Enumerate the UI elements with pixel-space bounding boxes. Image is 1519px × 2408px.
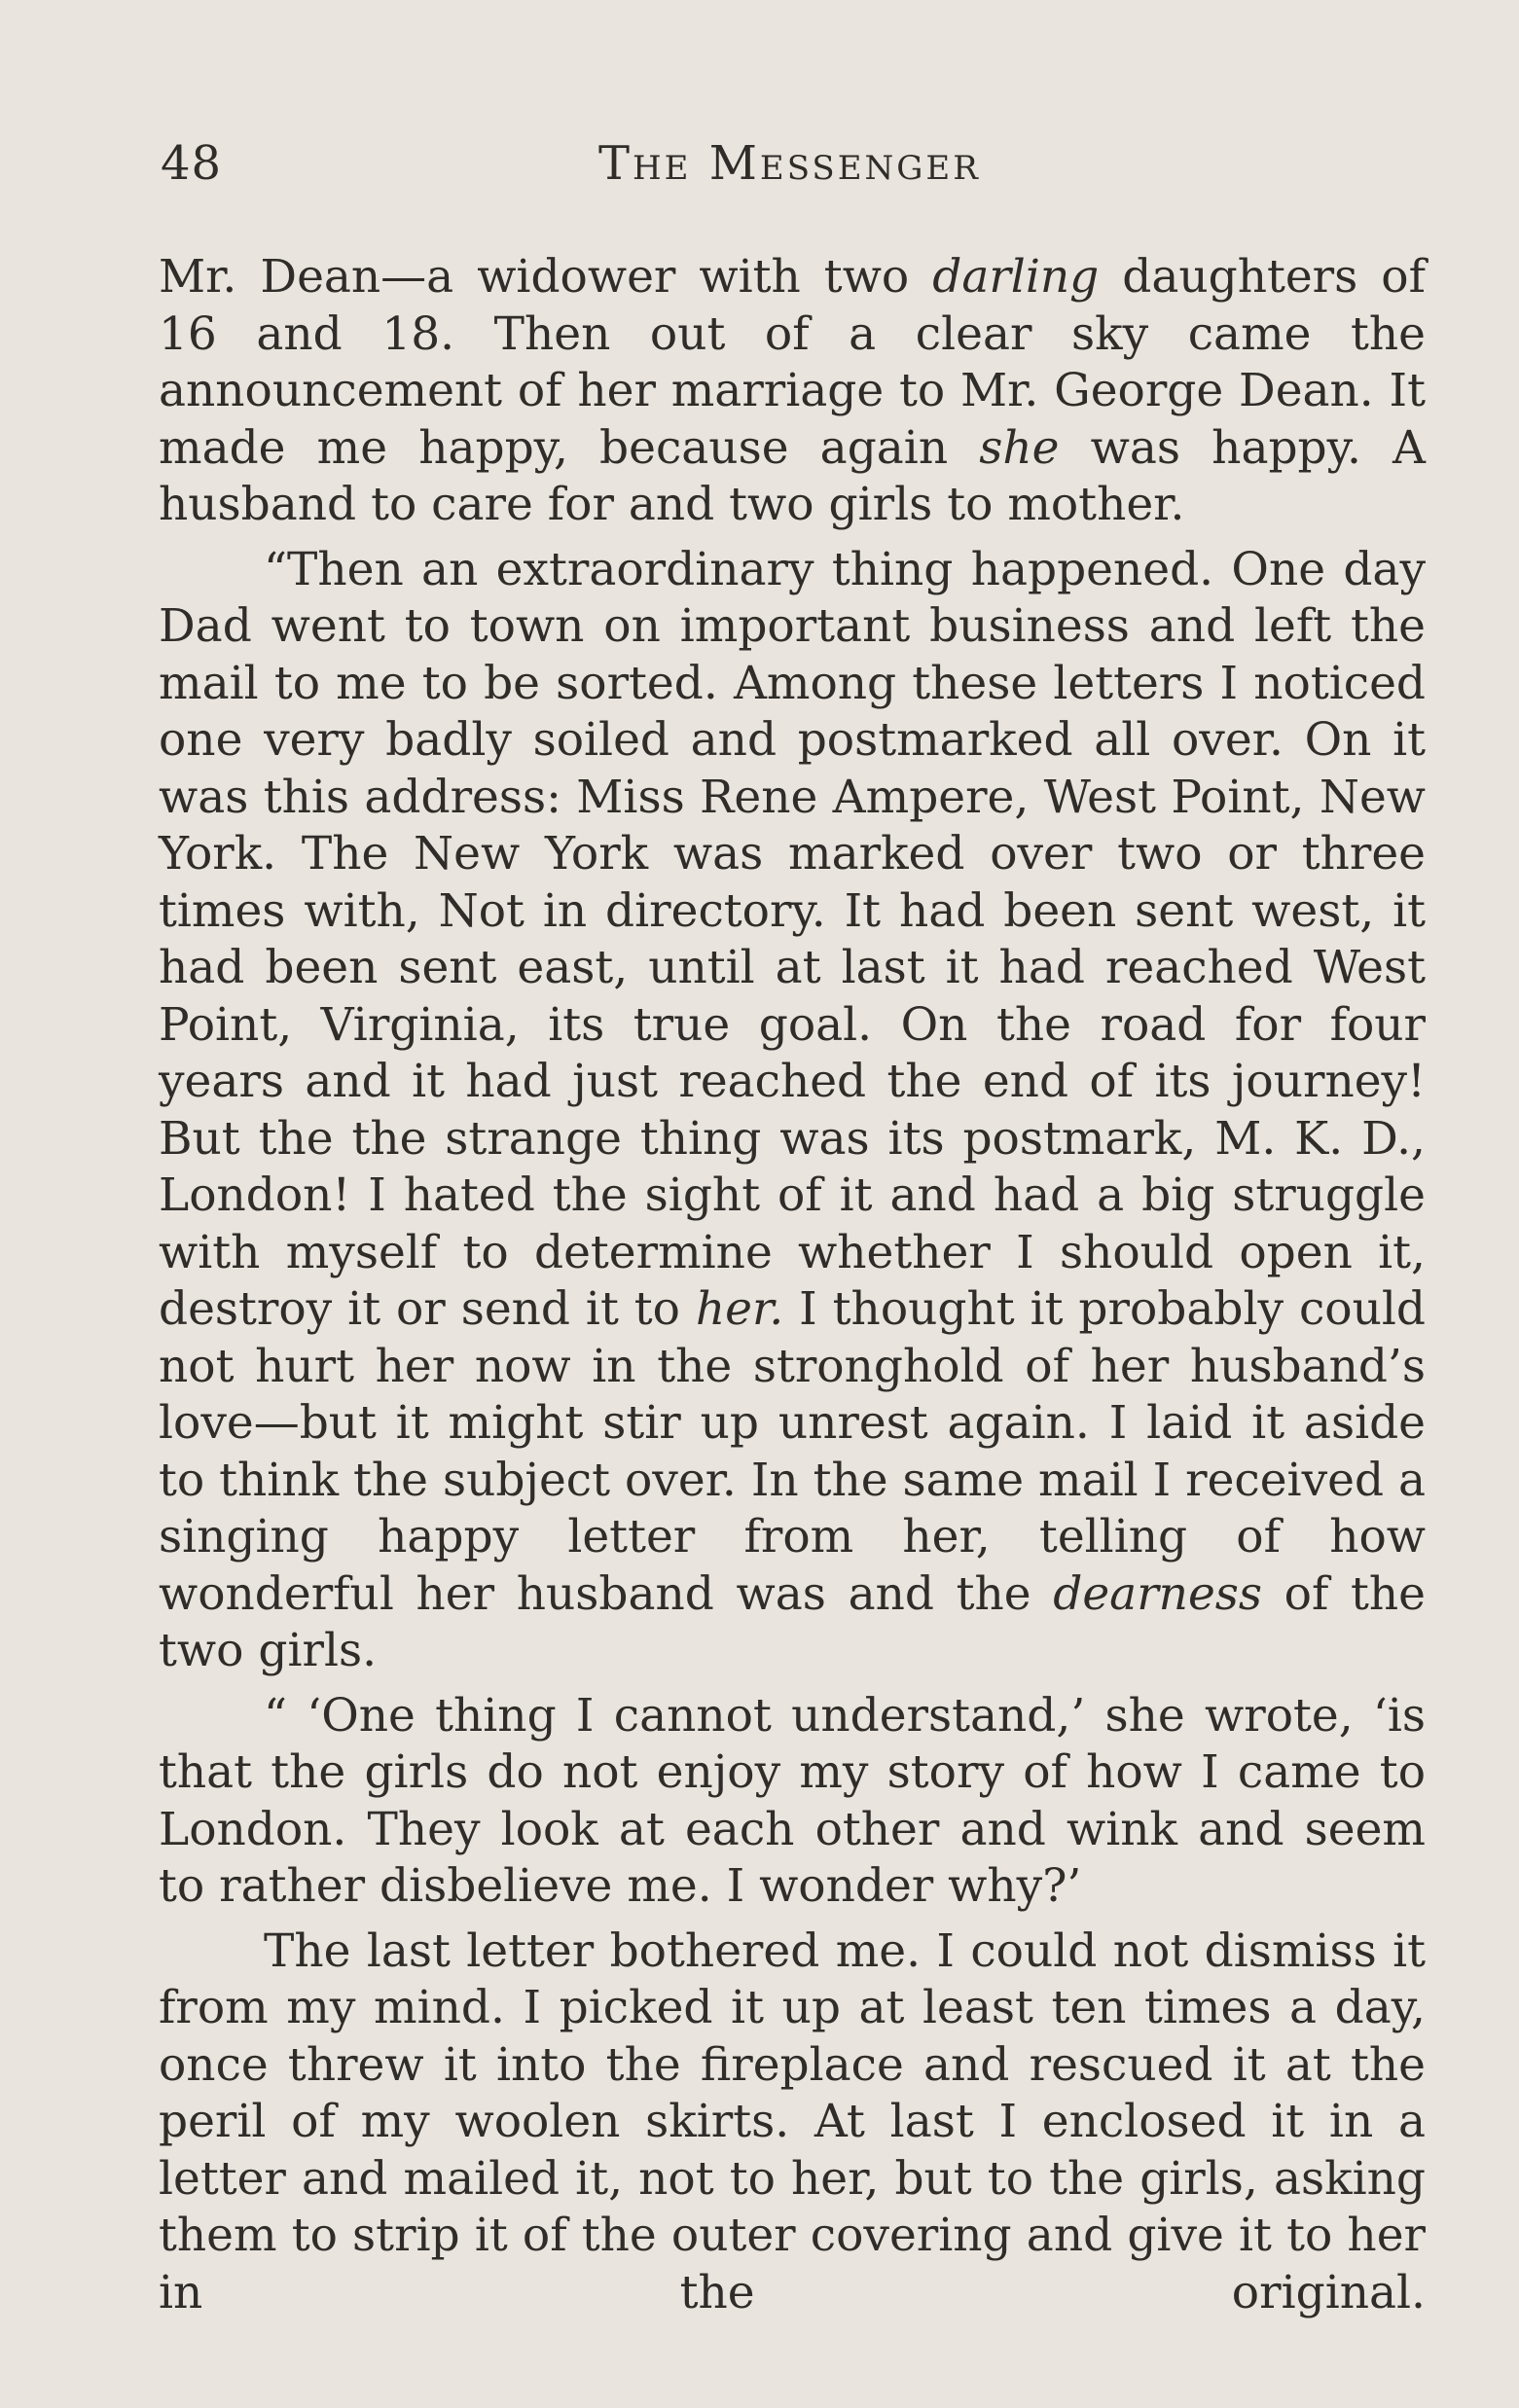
text-run: I thought it probably could not hurt her now in the stronghold of her husband’s love—but it might stir up unrest again. I laid it aside to think the subject over. In the same mail I received a singing happy letter from her, telling of how wonderful her husband was and the [159, 1282, 1426, 1621]
text-run: “Then an extraordinary thing happened. One day Dad went to town on important business and left the mail to me to be sorted. Among these letters I noticed one very badly soiled and postmarked all over. On it was this address: Miss Rene Ampere, West Point, New York. The New York was marked over two or three times with, Not in directory. It had been sent west, it had been sent east, until at last it had reached West Point, Virginia, its true goal. On the road for four years and it had just reached the end of its journey! But the the strange thing was its postmark, M. K. D., London! I hated the sight of it and had a big struggle with myself to determine whether I should open it, destroy it or send it to [159, 542, 1426, 1336]
running-header: The Messenger [598, 136, 981, 191]
paragraph-3: “ ‘One thing I cannot understand,’ she wrote, ‘is that the girls do not enjoy my story of how I came to London. They look at each other and wink and seem to rather disbelieve me. I wonder why?’ [159, 1688, 1426, 1913]
page-number: 48 [161, 136, 223, 191]
italic-run: she [979, 420, 1060, 475]
paragraph-1 [159, 249, 1426, 534]
text-run: was happy. A husband to care for and two girls to mother. [159, 420, 1426, 531]
text-run: daughters of 16 and 18. Then out of a clear sky came the announcement of her marriage to Mr. George Dean. It made me happy, because again [159, 250, 1426, 475]
page-body [159, 249, 1426, 2321]
paragraph-4: The last letter bothered me. I could not dismiss it from my mind. I picked it up at least ten times a day, once threw it into the fireplace and rescued it at the peril of my woolen skirts. At last I enclosed it in a letter and mailed it, not to her, but to the girls, asking them to strip it of the outer covering and give it to her in the original. [159, 1923, 1426, 2319]
text-run: of the two girls. [159, 1566, 1427, 1677]
italic-run: darling [932, 250, 1100, 304]
italic-run: her. [695, 1282, 784, 1336]
text-run: Mr. Dean—a widower with two [159, 250, 933, 304]
paragraph-2 [159, 542, 1426, 1680]
italic-run: dearness [1053, 1566, 1262, 1621]
